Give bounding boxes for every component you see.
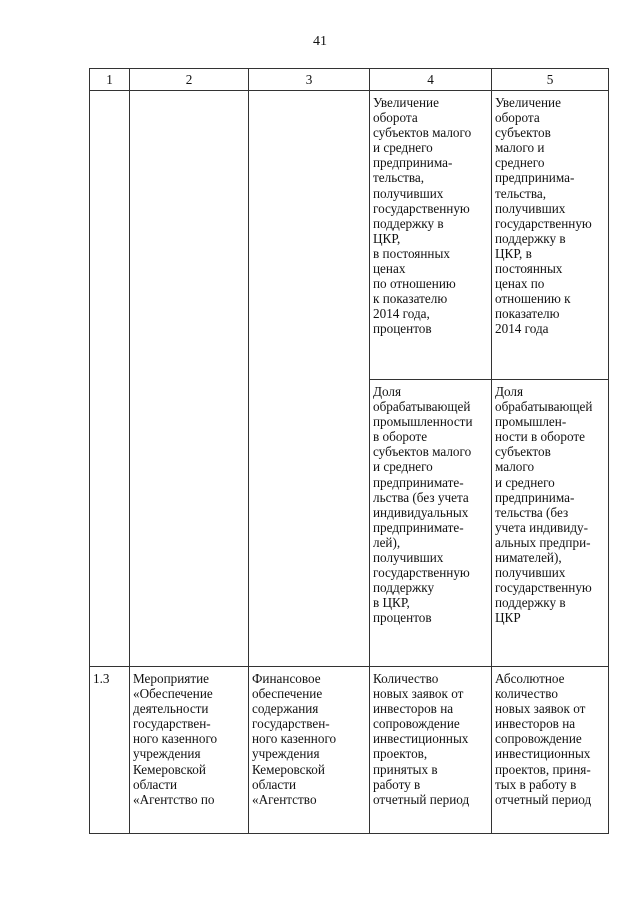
indicator-cell: Количество новых заявок от инвесторов на сопровождение инвестиционных проектов, принятых в работу в отчетный период xyxy=(370,667,492,834)
method-cell: Абсолютное количество новых заявок от инвесторов на сопровождение инвестиционных проектов, приня- тых в работу в отчетный период xyxy=(492,667,609,834)
page-number: 41 xyxy=(313,34,327,49)
method-cell: Увеличение оборота субъектов малого и среднего предпринима- тельства, получивших государственную поддержку в ЦКР, в постоянных ценах по отношению к показателю 2014 года xyxy=(492,91,609,380)
table-header-row xyxy=(90,69,609,91)
method-cell: Доля обрабатывающей промышлен- ности в обороте субъектов малого и среднего предпринима- тельства (без учета индивиду- альных предпри- нимателей), получивших государственную поддержку в ЦКР xyxy=(492,380,609,667)
activity-cell: Мероприятие «Обеспечение деятельности государствен- ного казенного учреждения Кемеровской области «Агентство по xyxy=(130,667,249,834)
row-number-cell: 1.3 xyxy=(90,667,130,834)
header-cell-4: 4 xyxy=(370,69,492,91)
header-cell-2: 2 xyxy=(130,69,249,91)
table-row xyxy=(90,91,609,380)
indicator-cell: Увеличение оборота субъектов малого и среднего предпринима- тельства, получивших государственную поддержку в ЦКР, в постоянных ценах по отношению к показателю 2014 года, процентов xyxy=(370,91,492,380)
activity-cell xyxy=(130,91,249,667)
row-number-cell xyxy=(90,91,130,667)
header-cell-5: 5 xyxy=(492,69,609,91)
indicator-cell: Доля обрабатывающей промышленности в обороте субъектов малого и среднего предпринимате- льства (без учета индивидуальных предпринимате- лей), получивших государственную поддержку в ЦКР, процентов xyxy=(370,380,492,667)
table-row xyxy=(90,667,609,834)
header-cell-3: 3 xyxy=(249,69,370,91)
description-cell: Финансовое обеспечение содержания государствен- ного казенного учреждения Кемеровской области «Агентство xyxy=(249,667,370,834)
document-table xyxy=(89,68,609,834)
header-cell-1: 1 xyxy=(90,69,130,91)
description-cell xyxy=(249,91,370,667)
